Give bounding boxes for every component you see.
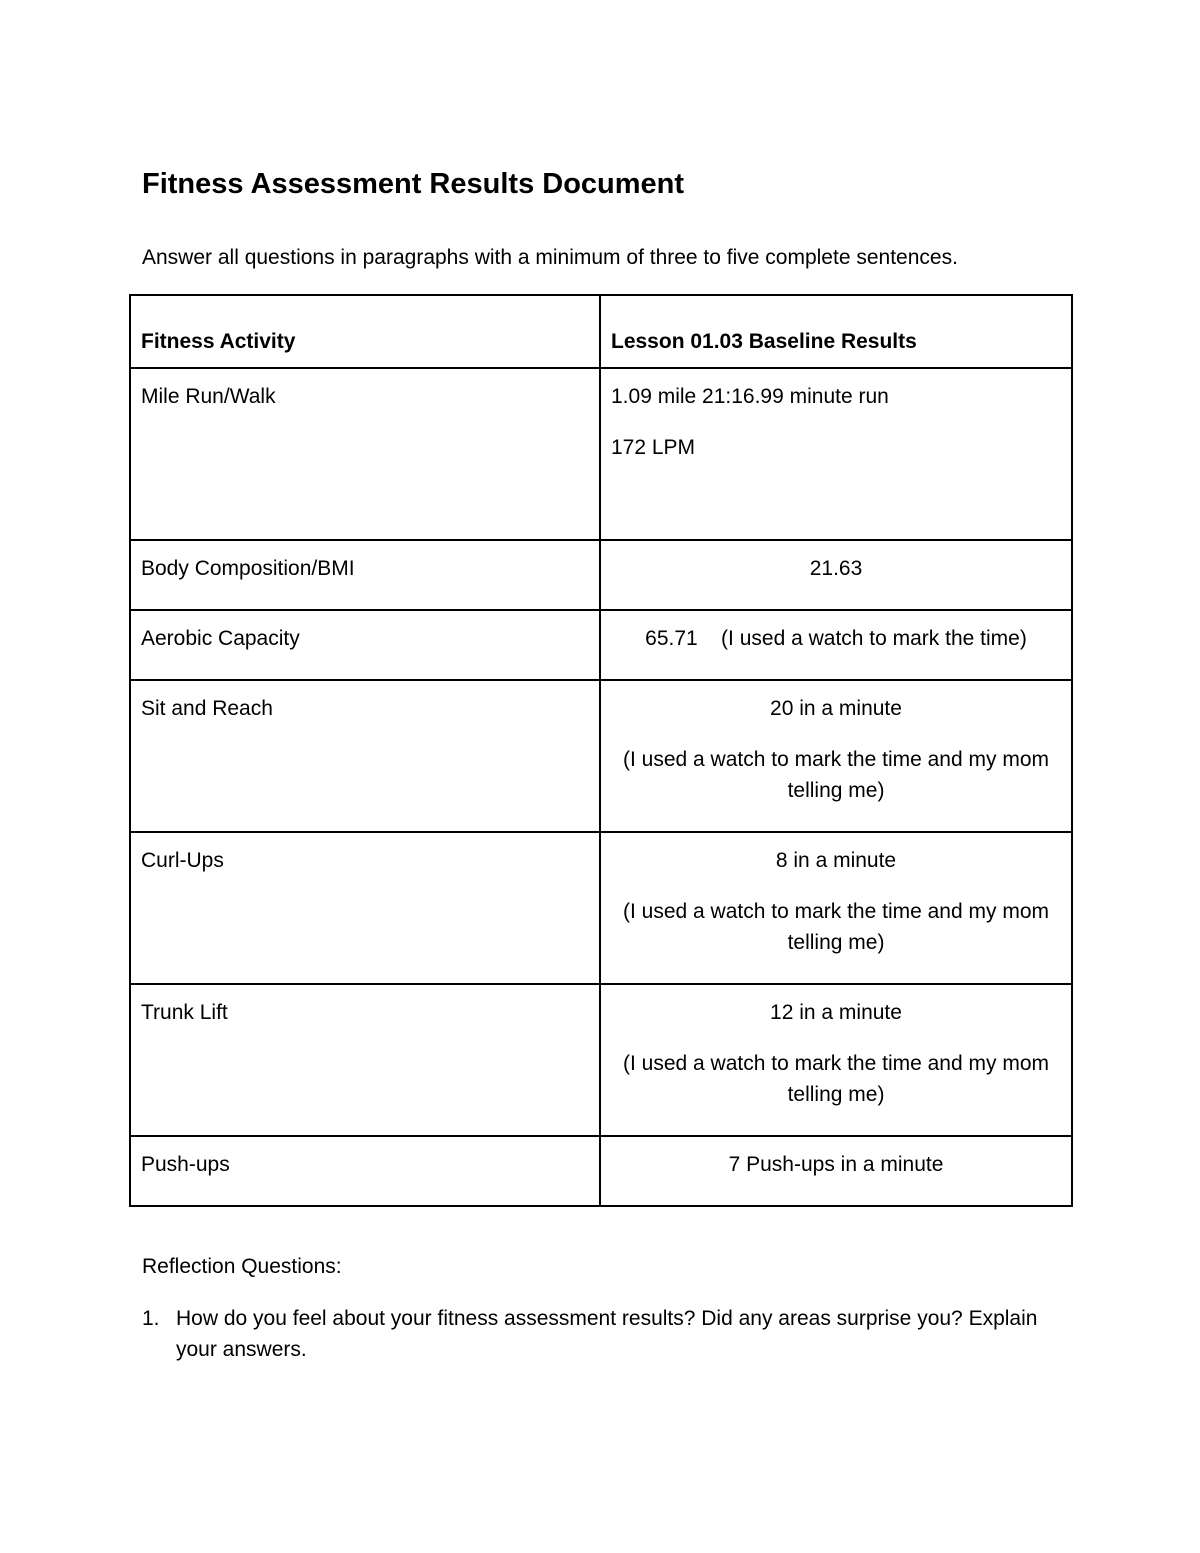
result-line: 8 in a minute (775, 849, 897, 872)
result-cell (600, 680, 1072, 832)
activity-cell: Curl-Ups (130, 832, 600, 984)
result-note: (I used a watch to mark the time and my mom telling me) (623, 900, 1049, 954)
header-fitness-activity: Fitness Activity (130, 295, 600, 368)
activity-cell: Trunk Lift (130, 984, 600, 1136)
result-line: 65.71 (I used a watch to mark the time) (645, 627, 1027, 650)
result-line: 20 in a minute (770, 697, 902, 720)
list-item (142, 1303, 1072, 1365)
result-cell (600, 610, 1072, 680)
result-line: 1.09 mile 21:16.99 minute run (611, 385, 889, 408)
activity-cell: Mile Run/Walk (130, 368, 600, 540)
reflection-heading: Reflection Questions: (142, 1255, 342, 1278)
activity-cell: Aerobic Capacity (130, 610, 600, 680)
table-row (130, 1136, 1072, 1206)
result-line: 21.63 (809, 557, 863, 580)
question-number: 1. (142, 1307, 160, 1330)
result-cell (600, 984, 1072, 1136)
result-note: (I used a watch to mark the time and my mom telling me) (623, 748, 1049, 802)
fitness-results-table (129, 294, 1073, 1207)
header-baseline-results: Lesson 01.03 Baseline Results (600, 295, 1072, 368)
table-row (130, 680, 1072, 832)
activity-cell: Sit and Reach (130, 680, 600, 832)
table-row (130, 368, 1072, 540)
activity-cell: Body Composition/BMI (130, 540, 600, 610)
instructions-text: Answer all questions in paragraphs with a minimum of three to five complete sentences. (142, 246, 958, 269)
table-row (130, 984, 1072, 1136)
table-row (130, 610, 1072, 680)
result-note: (I used a watch to mark the time and my mom telling me) (623, 1052, 1049, 1106)
result-cell (600, 540, 1072, 610)
table-row (130, 540, 1072, 610)
question-text: How do you feel about your fitness assessment results? Did any areas surprise you? Explain your answers. (176, 1307, 1038, 1361)
document-title: Fitness Assessment Results Document (142, 168, 685, 200)
result-line: 7 Push-ups in a minute (728, 1153, 944, 1176)
activity-cell: Push-ups (130, 1136, 600, 1206)
result-line: 12 in a minute (770, 1001, 902, 1024)
table-header-row (130, 295, 1072, 368)
result-cell (600, 832, 1072, 984)
result-cell (600, 1136, 1072, 1206)
result-line: 172 LPM (611, 436, 696, 459)
result-cell (600, 368, 1072, 540)
table-row (130, 832, 1072, 984)
reflection-question-list (142, 1303, 1072, 1365)
